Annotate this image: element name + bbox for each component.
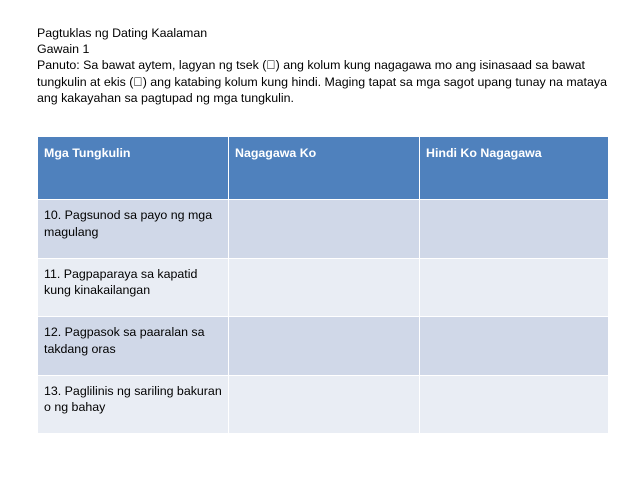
done-cell[interactable]: [229, 317, 420, 376]
done-cell[interactable]: [229, 375, 420, 434]
table-row: [38, 317, 609, 376]
activity-label: Gawain 1: [37, 42, 90, 57]
section-title: Pagtuklas ng Dating Kaalaman: [37, 26, 208, 40]
not-done-cell[interactable]: [420, 375, 609, 434]
table-header-row: [38, 137, 609, 200]
task-cell: 10. Pagsunod sa payo ng mga magulang: [38, 200, 229, 259]
instructions: Panuto: Sa bawat aytem, lagyan ng tsek ( ) ang kolum kung nagagawa mo ang isinasaad sa bawat tungkulin at ekis ( ) ang katabing kolum kung hindi. Maging tapat sa mga sagot upang tunay na mataya ang kakayahan sa pagtupad ng mga tungkulin.: [37, 58, 602, 105]
table-row: [38, 375, 609, 434]
not-done-cell[interactable]: [420, 317, 609, 376]
header-tasks: Mga Tungkulin: [38, 137, 229, 200]
table-row: [38, 258, 609, 317]
task-cell: 13. Paglilinis ng sariling bakuran o ng bahay: [38, 375, 229, 434]
done-cell[interactable]: [229, 200, 420, 259]
not-done-cell[interactable]: [420, 200, 609, 259]
not-done-cell[interactable]: [420, 258, 609, 317]
table-row: [38, 200, 609, 259]
task-cell: 11. Pagpaparaya sa kapatid kung kinakailangan: [38, 258, 229, 317]
tasks-table: [37, 136, 609, 434]
intro-text: [37, 25, 607, 106]
header-done: Nagagawa Ko: [229, 137, 420, 200]
task-cell: 12. Pagpasok sa paaralan sa takdang oras: [38, 317, 229, 376]
done-cell[interactable]: [229, 258, 420, 317]
header-not-done: Hindi Ko Nagagawa: [420, 137, 609, 200]
